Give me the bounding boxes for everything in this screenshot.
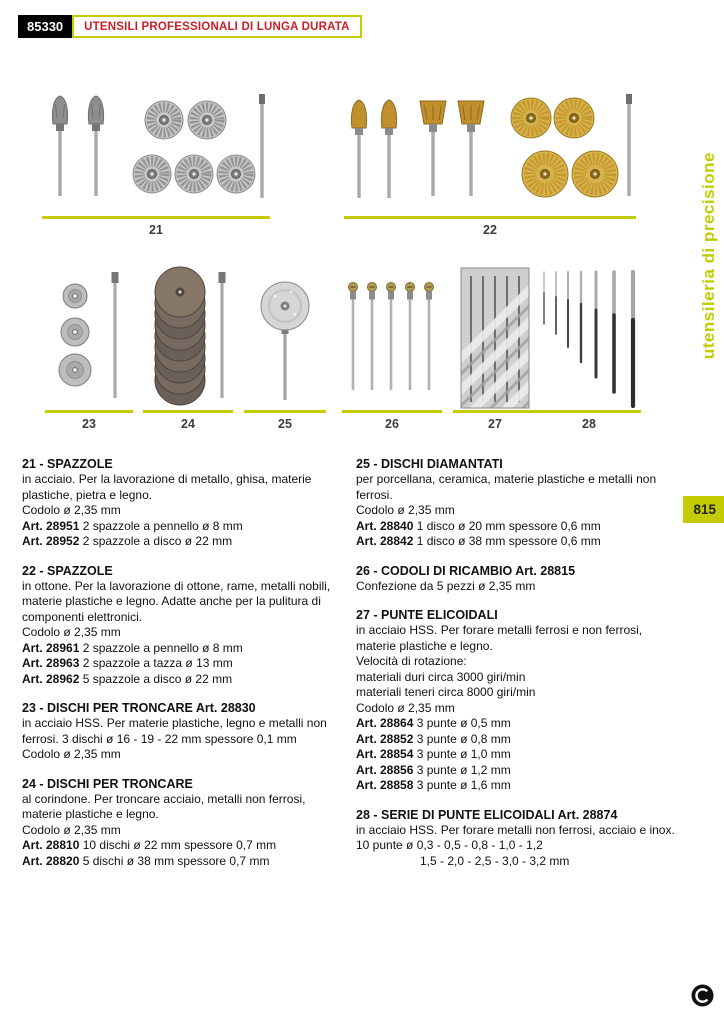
listing-title: 22 - SPAZZOLE <box>22 563 113 578</box>
listing-column-left <box>22 456 346 882</box>
item-number: 22 <box>483 223 497 237</box>
article-line: Art. 28820 5 dischi ø 38 mm spessore 0,7 mm <box>22 853 270 868</box>
article-line: Art. 28864 3 punte ø 0,5 mm <box>356 716 511 730</box>
item-photo <box>453 266 537 410</box>
listing-title: 25 - DISCHI DIAMANTATI <box>356 457 503 471</box>
item-underline <box>453 410 537 413</box>
item-number: 23 <box>82 417 96 431</box>
listing-text: in ottone. Per la lavorazione di ottone, rame, metalli nobili, materie plastiche e legno. Adatte anche per la pulitura di componenti elettronici. <box>22 578 331 624</box>
article-line: Art. 28951 2 spazzole a pennello ø 8 mm <box>22 518 243 533</box>
product-photo-group-28 <box>537 266 641 431</box>
page-header <box>18 15 362 38</box>
article-code: Art. 28961 <box>22 640 80 655</box>
listing-title: 21 - SPAZZOLE <box>22 457 113 471</box>
catalog-code: 85330 <box>18 15 72 38</box>
product-photo-group-27 <box>453 266 537 431</box>
item-photo <box>537 266 641 410</box>
photo-twist-drill-set <box>537 266 641 410</box>
product-listing <box>356 456 684 550</box>
listing-text: in acciaio HSS. Per forare metalli ferrosi e non ferrosi, materie plastiche e legno. <box>356 623 643 653</box>
product-photo-group-22 <box>344 86 636 237</box>
listing-text: per porcellana, ceramica, materie plastiche e metalli non ferrosi. <box>356 472 657 502</box>
product-photo-group-21 <box>42 86 270 237</box>
article-code: Art. 28858 <box>356 778 414 792</box>
page-number-tab: 815 <box>683 496 724 523</box>
listing-title: 27 - PUNTE ELICOIDALI <box>356 608 498 622</box>
item-photo <box>344 86 636 216</box>
item-number: 27 <box>488 417 502 431</box>
product-listing <box>22 776 346 870</box>
photo-corundum-disc-stack <box>144 266 232 410</box>
listing-text: 10 punte ø 0,3 - 0,5 - 0,8 - 1,0 - 1,2 <box>356 838 543 852</box>
item-number: 26 <box>385 417 399 431</box>
article-code: Art. 28842 <box>356 534 414 548</box>
article-line: Art. 28961 2 spazzole a pennello ø 8 mm <box>22 640 243 655</box>
listing-text: 1,5 - 2,0 - 2,5 - 3,0 - 3,2 mm <box>420 853 570 868</box>
item-number: 21 <box>149 223 163 237</box>
listing-text: Confezione da 5 pezzi ø 2,35 mm <box>356 578 536 593</box>
product-photo-group-26 <box>342 266 442 431</box>
photo-steel-brush-set <box>44 86 269 216</box>
product-listing <box>22 700 346 763</box>
item-photo <box>342 266 442 410</box>
item-photo <box>42 86 270 216</box>
item-photo <box>143 266 233 410</box>
product-listing <box>22 456 346 550</box>
photo-hss-cutting-discs <box>45 266 133 410</box>
article-line: Art. 28842 1 disco ø 38 mm spessore 0,6 mm <box>356 534 601 548</box>
article-code: Art. 28963 <box>22 656 80 670</box>
product-photo-group-24 <box>143 266 233 431</box>
article-code: Art. 28856 <box>356 762 414 777</box>
product-photo-group-23 <box>45 266 133 431</box>
listing-title: 26 - CODOLI DI RICAMBIO Art. 28815 <box>356 563 576 578</box>
article-line: Art. 28858 3 punte ø 1,6 mm <box>356 778 511 792</box>
item-photo <box>45 266 133 410</box>
product-descriptions <box>22 456 684 882</box>
item-underline <box>45 410 133 413</box>
listing-text: in acciaio. Per la lavorazione di metallo, ghisa, materie plastiche, pietra e legno. <box>22 472 312 502</box>
listing-text: Codolo ø 2,35 mm <box>22 625 121 639</box>
article-line: Art. 28840 1 disco ø 20 mm spessore 0,6 mm <box>356 518 601 533</box>
article-code: Art. 28852 <box>356 731 414 746</box>
article-line: Art. 28952 2 spazzole a disco ø 22 mm <box>22 534 233 548</box>
listing-text: in acciaio HSS. Per materie plastiche, legno e metalli non ferrosi. 3 dischi ø 16 - 19 - 22 mm spessore 0,1 mm <box>22 716 327 746</box>
article-code: Art. 28810 <box>22 838 80 852</box>
listing-text: al corindone. Per troncare acciaio, metalli non ferrosi, materie plastiche e legno. <box>22 791 306 821</box>
article-line: Art. 28852 3 punte ø 0,8 mm <box>356 731 511 746</box>
side-category-label: utensileria di precisione <box>699 152 718 360</box>
publisher-logo-icon <box>691 984 714 1012</box>
item-number: 28 <box>582 417 596 431</box>
item-number: 24 <box>181 417 195 431</box>
listing-text: Codolo ø 2,35 mm <box>22 747 121 761</box>
article-code: Art. 28854 <box>356 747 414 761</box>
listing-text: Velocità di rotazione: <box>356 654 467 668</box>
article-code: Art. 28864 <box>356 716 414 730</box>
listing-title: 24 - DISCHI PER TRONCARE <box>22 776 193 791</box>
item-underline <box>143 410 233 413</box>
listing-title: 28 - SERIE DI PUNTE ELICOIDALI Art. 28874 <box>356 807 618 822</box>
listing-title: 23 - DISCHI PER TRONCARE Art. 28830 <box>22 701 256 715</box>
article-line: Art. 28962 5 spazzole a disco ø 22 mm <box>22 671 233 686</box>
product-listing <box>356 607 684 794</box>
article-line: Art. 28856 3 punte ø 1,2 mm <box>356 762 511 777</box>
product-listing <box>22 563 346 688</box>
photo-twist-drill-pack <box>453 266 537 410</box>
article-line: Art. 28854 3 punte ø 1,0 mm <box>356 747 511 761</box>
photo-diamond-disc <box>245 266 325 410</box>
photo-spare-mandrels <box>343 272 441 410</box>
item-underline <box>537 410 641 413</box>
listing-text: Codolo ø 2,35 mm <box>356 503 455 517</box>
item-number: 25 <box>278 417 292 431</box>
article-code: Art. 28820 <box>22 853 80 868</box>
listing-text: Codolo ø 2,35 mm <box>22 822 121 837</box>
item-underline <box>342 410 442 413</box>
item-underline <box>42 216 270 219</box>
article-line: Art. 28963 2 spazzole a tazza ø 13 mm <box>22 656 233 670</box>
listing-text: Codolo ø 2,35 mm <box>22 503 121 517</box>
article-code: Art. 28951 <box>22 518 80 533</box>
listing-text: Codolo ø 2,35 mm <box>356 700 455 715</box>
article-code: Art. 28962 <box>22 671 80 686</box>
listing-text: materiali duri circa 3000 giri/min <box>356 669 526 684</box>
product-listing <box>356 807 684 870</box>
listing-text: in acciaio HSS. Per forare metalli non ferrosi, acciaio e inox. <box>356 822 675 837</box>
item-underline <box>244 410 326 413</box>
listing-column-right <box>356 456 684 882</box>
photo-brass-brush-set <box>345 86 635 216</box>
article-code: Art. 28952 <box>22 534 80 548</box>
article-code: Art. 28840 <box>356 518 414 533</box>
article-line: Art. 28810 10 dischi ø 22 mm spessore 0,7 mm <box>22 838 277 852</box>
header-title: UTENSILI PROFESSIONALI DI LUNGA DURATA <box>72 15 362 38</box>
product-photo-group-25 <box>244 266 326 431</box>
product-listing <box>356 563 684 595</box>
item-photo <box>244 266 326 410</box>
listing-text: materiali teneri circa 8000 giri/min <box>356 685 536 699</box>
item-underline <box>344 216 636 219</box>
